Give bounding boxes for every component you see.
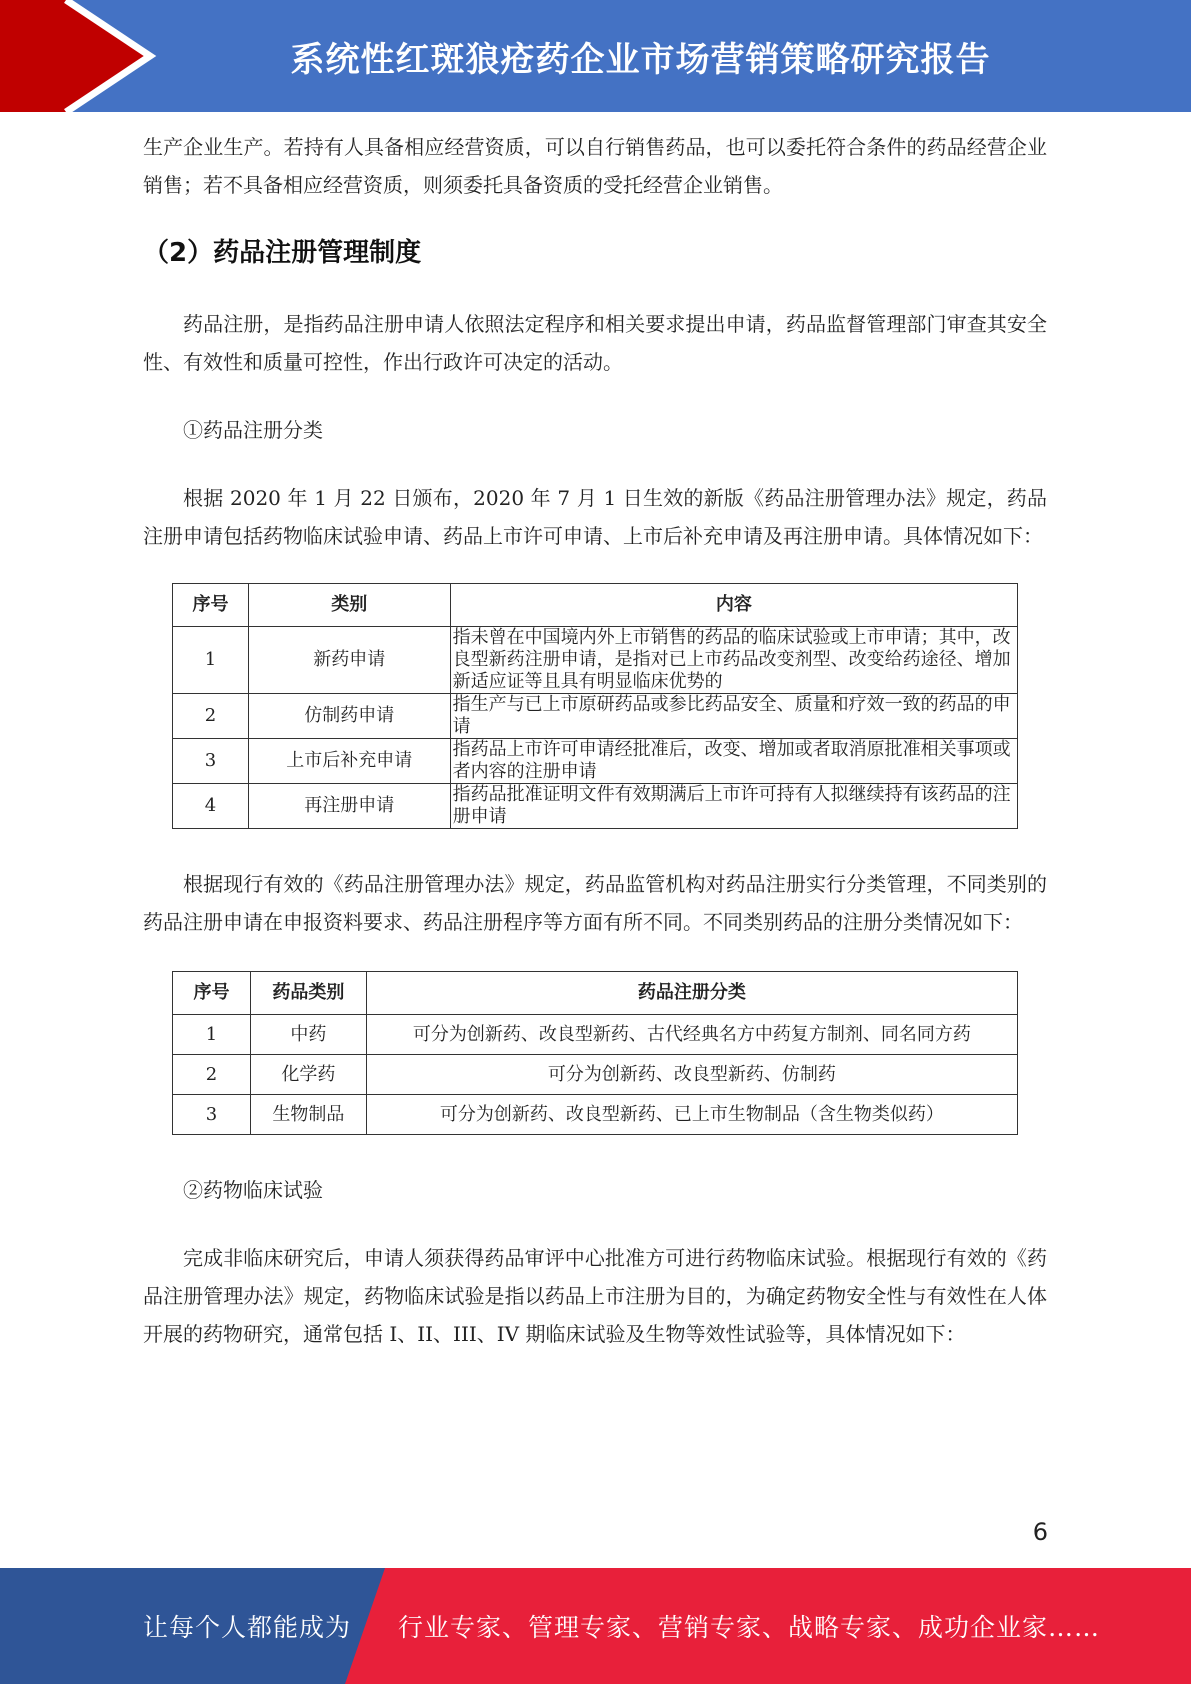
cell-category: 上市后补充申请 [248,739,450,784]
cell-drug-category: 中药 [250,1015,366,1055]
cell-registration-class: 可分为创新药、改良型新药、已上市生物制品（含生物类似药） [366,1095,1017,1135]
table-header-row [173,972,1018,1015]
cell-number: 4 [173,784,249,829]
cell-number: 2 [173,694,249,739]
column-header-number: 序号 [173,584,249,627]
section-heading: （2）药品注册管理制度 [143,238,422,268]
column-header-category: 类别 [248,584,450,627]
subsection-heading-registration-classes: ①药品注册分类 [183,418,323,442]
cell-number: 2 [173,1055,251,1095]
document-body [143,128,1047,1353]
cell-category: 再注册申请 [248,784,450,829]
column-header-content: 内容 [450,584,1017,627]
table-row [173,694,1018,739]
paragraph-clinical-trials: 完成非临床研究后，申请人须获得药品审评中心批准方可进行药物临床试验。根据现行有效的《药品注册管理办法》规定，药物临床试验是指以药品上市注册为目的，为确定药物安全性与有效性在人体开展的药物研究，通常包括 I、II、III、IV 期临床试验及生物等效性试验等，具体情况如下： [143,1246,1047,1346]
table-row [173,739,1018,784]
paragraph-definition: 药品注册，是指药品注册申请人依照法定程序和相关要求提出申请，药品监督管理部门审查其安全性、有效性和质量可控性，作出行政许可决定的活动。 [143,312,1047,374]
page-header-banner [0,0,1191,112]
cell-drug-category: 化学药 [250,1055,366,1095]
subsection-heading-clinical-trials: ②药物临床试验 [183,1178,323,1202]
footer-slogan-right: 行业专家、管理专家、营销专家、战略专家、成功企业家…… [398,1613,1101,1642]
drug-category-table [172,971,1018,1135]
paragraph-continuation: 生产企业生产。若持有人具备相应经营资质，可以自行销售药品，也可以委托符合条件的药品经营企业销售；若不具备相应经营资质，则须委托具备资质的受托经营企业销售。 [143,135,1047,197]
footer-slogan-left: 让每个人都能成为 [143,1613,352,1642]
table-row [173,627,1018,694]
cell-number: 1 [173,1015,251,1055]
table-row [173,1055,1018,1095]
cell-number: 3 [173,739,249,784]
page-footer-banner [0,1568,1191,1684]
cell-content: 指未曾在中国境内外上市销售的药品的临床试验或上市申请；其中，改良型新药注册申请，是指对已上市药品改变剂型、改变给药途径、增加新适应证等且具有明显临床优势的 [450,627,1017,694]
page-number: 6 [1032,1518,1048,1546]
cell-registration-class: 可分为创新药、改良型新药、古代经典名方中药复方制剂、同名同方药 [366,1015,1017,1055]
registration-application-table [172,583,1018,829]
cell-category: 仿制药申请 [248,694,450,739]
cell-content: 指药品批准证明文件有效期满后上市许可持有人拟继续持有该药品的注册申请 [450,784,1017,829]
cell-content: 指药品上市许可申请经批准后，改变、增加或者取消原批准相关事项或者内容的注册申请 [450,739,1017,784]
column-header-registration-class: 药品注册分类 [366,972,1017,1015]
table-row [173,784,1018,829]
table-row [173,1015,1018,1055]
column-header-number: 序号 [173,972,251,1015]
cell-category: 新药申请 [248,627,450,694]
column-header-drug-category: 药品类别 [250,972,366,1015]
paragraph-classification: 根据现行有效的《药品注册管理办法》规定，药品监管机构对药品注册实行分类管理，不同类别的药品注册申请在申报资料要求、药品注册程序等方面有所不同。不同类别药品的注册分类情况如下： [143,872,1047,934]
table-header-row [173,584,1018,627]
cell-number: 3 [173,1095,251,1135]
cell-content: 指生产与已上市原研药品或参比药品安全、质量和疗效一致的药品的申请 [450,694,1017,739]
report-title: 系统性红斑狼疮药企业市场营销策略研究报告 [290,39,991,80]
cell-number: 1 [173,627,249,694]
cell-drug-category: 生物制品 [250,1095,366,1135]
paragraph-2020-measures: 根据 2020 年 1 月 22 日颁布，2020 年 7 月 1 日生效的新版《药品注册管理办法》规定，药品注册申请包括药物临床试验申请、药品上市许可申请、上市后补充申请及再注册申请。具体情况如下： [143,486,1047,548]
cell-registration-class: 可分为创新药、改良型新药、仿制药 [366,1055,1017,1095]
table-row [173,1095,1018,1135]
